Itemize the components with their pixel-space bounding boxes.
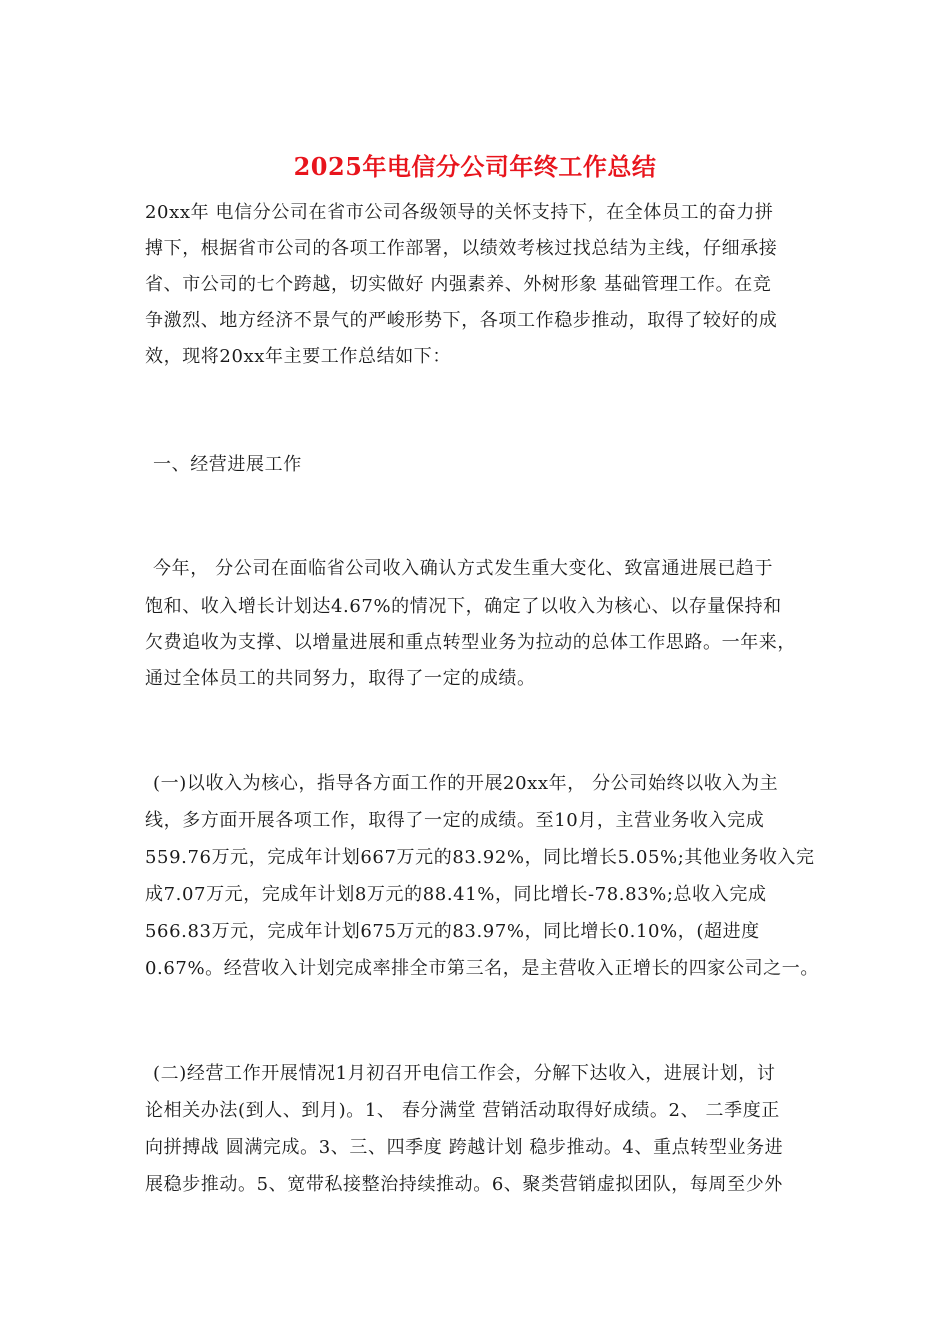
- sub1-line: 线，多方面开展各项工作，取得了一定的成绩。至10月，主营业务收入完成: [145, 810, 765, 831]
- section1-line: 饱和、收入增长计划达4.67%的情况下，确定了以收入为核心、以存量保持和: [145, 596, 782, 617]
- intro-line: 效，现将20xx年主要工作总结如下：: [145, 346, 452, 367]
- section1-line: 今年， 分公司在面临省公司收入确认方式发生重大变化、致富通进展已趋于: [153, 558, 774, 579]
- intro-line: 20xx年 电信分公司在省市公司各级领导的关怀支持下，在全体员工的奋力拼: [145, 202, 774, 223]
- sub2-line: (二)经营工作开展情况1月初召开电信工作会，分解下达收入，进展计划，讨: [153, 1063, 776, 1084]
- sub1-line: 0.67%。经营收入计划完成率排全市第三名，是主营收入正增长的四家公司之一。: [145, 958, 819, 979]
- sub1-line: 566.83万元，完成年计划675万元的83.97%，同比增长0.10%，(超进度: [145, 921, 760, 942]
- sub1-line: 成7.07万元，完成年计划8万元的88.41%，同比增长-78.83%;总收入完成: [145, 884, 767, 905]
- sub2-line: 论相关办法(到人、到月)。1、 春分满堂 营销活动取得好成绩。2、 二季度正: [145, 1100, 780, 1121]
- section1-line: 通过全体员工的共同努力，取得了一定的成绩。: [145, 668, 536, 689]
- section-heading: 一、经营进展工作: [153, 454, 302, 475]
- intro-line: 省、市公司的七个跨越，切实做好 内强素养、外树形象 基础管理工作。在竞: [145, 274, 772, 295]
- sub2-line: 展稳步推动。5、宽带私接整治持续推动。6、聚类营销虚拟团队，每周至少外: [145, 1174, 783, 1195]
- sub2-line: 向拼搏战 圆满完成。3、三、四季度 跨越计划 稳步推动。4、重点转型业务进: [145, 1137, 784, 1158]
- sub1-line: (一)以收入为核心，指导各方面工作的开展20xx年， 分公司始终以收入为主: [153, 773, 779, 794]
- intro-line: 争激烈、地方经济不景气的严峻形势下，各项工作稳步推动，取得了较好的成: [145, 310, 778, 331]
- document-title: 2025年电信分公司年终工作总结: [293, 152, 657, 181]
- section1-line: 欠费追收为支撑、以增量进展和重点转型业务为拉动的总体工作思路。一年来，: [145, 632, 796, 653]
- sub1-line: 559.76万元，完成年计划667万元的83.92%，同比增长5.05%;其他业务收入完: [145, 847, 815, 868]
- intro-line: 搏下，根据省市公司的各项工作部署，以绩效考核过找总结为主线，仔细承接: [145, 238, 778, 259]
